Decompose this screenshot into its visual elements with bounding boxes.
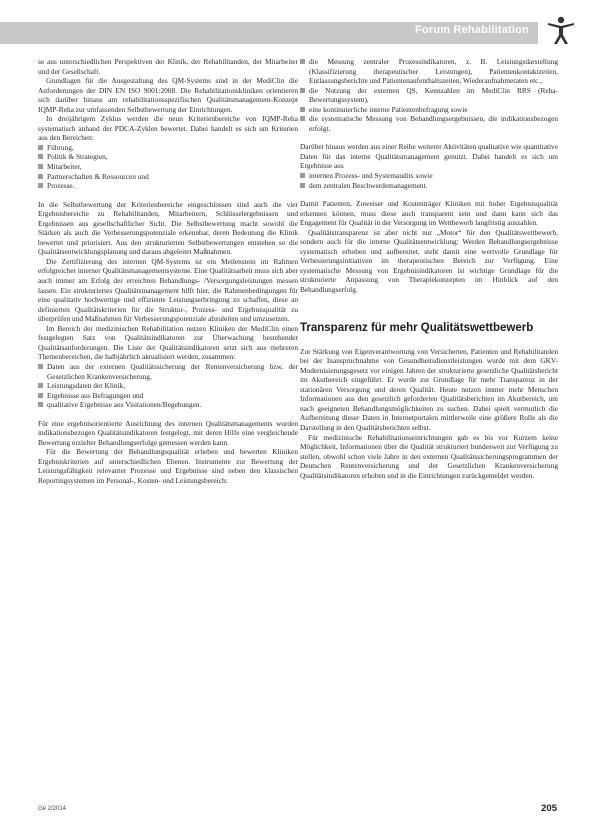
list-item: Daten aus der externen Qualitätssicherung der Rentenversicherung bzw. der Gesetzlichen Krankenversicherung, [38,362,298,381]
bullet-list [38,362,298,410]
list-item: Partnerschaften & Ressourcen und [38,172,298,182]
bullet-list [38,143,298,191]
paragraph: Die Zertifizierung des internen QM-Systems ist ein Meilenstein im Rahmen erfolgreicher interner Qualitätsmanagementsysteme. Eine Qualitätsarbeit muss sich aber auch immer am Erfolg der erreichten Behandlungs- /Versorgungsleistungen messen lassen. Ein strukturiertes Qualitätsmanagement hilft hier, die Rahmenbedingungen für eine qualitativ hochwertige und effiziente Leistungserbringung zu schaffen, diese an definierten Qualitätskriterien für die Struktur-, Prozess- und Ergebnisqualität zu überprüfen und Maßnahmen für Verbesserungspotenziale abzuleiten und umzusetzen. [38,256,298,324]
list-item: internen Prozess- und Systemaudits sowie [300,171,558,181]
left-column [38,57,298,486]
bullet-list [300,57,558,133]
page-header [0,0,591,42]
paragraph: Grundlagen für die Ausgestaltung des QM-Systems sind in der MediClin die Anforderungen der DIN EN ISO 9001:2008. Die Rehabilitationskliniken orientieren sich darüber hinaus am rehabilitationsspezifischen Qualitätsmanagement-Konzept IQMP-Reha zur umfassenden Selbstbewertung der Einrichtungen. [38,76,298,114]
page-number: 205 [541,803,557,814]
paragraph: In die Selbstbewertung der Kriterienbereiche eingeschlossen sind auch die vier Ergebnisbereiche zu Rehabilitanden, Mitarbeitern, Schlüsselergebnissen und Ergebnissen aus gesellschaftlicher Sicht. Die Selbstbewertung macht sowohl die Stärken als auch die Verbesserungspotenziale erkennbar, deren Bedeutung die Klinik bewertet und priorisiert. Aus den strukturierten Selbstbewertungen entstehen so die Qualitätsentwicklungsplanung und daraus abgeleitet Maßnahmen. [38,199,298,257]
list-item: die Messung zentraler Prozessindikatoren, z. B. Leistungsdarstellung (Klassifizierung therapeutischer Leistungen), Patientenkontaktzeiten, Entlassungsberichte und Patientenaufenthaltszeiten, Wiederaufnahmeraten etc., [300,57,558,86]
list-item: Mitarbeiter, [38,162,298,172]
paragraph: Für die Bewertung der Behandlungsqualität erheben und bewerten Kliniken Ergebniskriterien auf unterschiedlichen Ebenen. Instrumente zur Bewertung der Leistungsfähigkeit relevanter Prozesse und Ergebnisse sind neben den klassischen Reportingsystemen im Personal-, Kosten- und Leistungsbereich: [38,447,298,485]
paragraph: Qualitätstransparenz ist aber nicht nur „Motor“ für den Qualitätswettbewerb, sondern auch für die interne Qualitätsentwicklung: Werden Behandlungsergebnisse systematisch erhoben und aufbereitet, steht damit eine wertvolle Grundlage für Verbesserungsinitiativen im therapeutischen Bereich zur Verfügung. Eine systematische Messung von Ergebnisindikatoren ist wichtige Grundlage für die strukturierte Anpassung von Therapiekonzepten im Hinblick auf den Behandlungserfolg. [300,227,558,295]
list-item: Politik & Strategien, [38,152,298,162]
list-item: eine kontinuierliche interne Patientenbefragung sowie [300,105,558,115]
paragraph: Im Bereich der medizinischen Rehabilitation nutzen Kliniken der MediClin einen festgelegten Satz von Qualitätsindikatoren zur Überwachung bestehender Qualitätsanforderungen. Die Liste der Qualitätsindikatoren setzt sich aus mehreren Themenbereichen, die halbjährlich aktualisiert werden, zusammen: [38,323,298,362]
paragraph: In dreijährigem Zyklus werden die neun Kriterienbereiche von IQMP-Reha systematisch anhand der PDCA-Zyklen bewertet. Dabei handelt es sich um Kriterien aus den Bereichen: [38,114,298,143]
list-item: Ergebnisse aus Befragungen und [38,391,298,401]
list-item: die systematische Messung von Behandlungsergebnissen, die indikationsbezogen erfolgt. [300,114,558,133]
paragraph: Für eine ergebnisorientierte Ausrichtung des internen Qualitätsmanagements wurden indikationsbezogen Qualitätsindikatoren festgelegt, mit deren Hilfe eine vergleichende Bewertung erzielter Behandlungserfolge gemessen werden kann. [38,418,298,447]
list-item: Leistungsdaten der Klinik, [38,381,298,391]
issue-label: Ge 2/2014 [38,806,67,812]
list-item: die Nutzung der externen QS, Kennzahlen im MediClin RRS (Reha-Bewertungssystem), [300,86,558,105]
section-title: Forum Rehabilitation [415,24,529,36]
list-item: dem zentralen Beschwerdemanagement. [300,181,558,191]
paragraph: se aus unterschiedlichen Perspektiven der Klinik, der Rehabilitanden, der Mitarbeiter und der Gesellschaft. [38,57,298,76]
person-figure-icon [546,16,576,46]
paragraph: Zur Stärkung von Eigenverantwortung von Versicherten, Patienten und Rehabilitanden bei der Inanspruchnahme von Gesundheitsdienstleistungen wurde mit dem GKV-Modernisierungsgesetz vor einigen Jahren der strukturierte gesetzliche Qualitätsbericht im Akutbereich eingeführt. Er wurde zur Grundlage für mehr Transparenz in der stationären Versorgung und deren Qualität. Heute nutzen immer mehr Menschen Informationen aus den gesetzlich geforderten Qualitätsberichten im Akutbereich, um nach geeigneten Behandlungsmöglichkeiten zu suchen. Dabei spielt vermutlich die Aufbereitung dieser Daten in Internetportalen mittlerweile eine größere Rolle als die Darstellung in den Qualitätsberichten selbst. [300,346,558,432]
paragraph: Damit Patienten, Zuweiser und Kostenträger Kliniken mit hoher Ergebnisqualität erkennen können, muss diese auch transparent sein und dann kann sich das Engagement für Qualität in der Versorgung im Wettbewerb langfristig auszahlen. [300,199,558,228]
paragraph: Für medizinische Rehabilitationseinrichtungen gab es bis vor Kurzem keine Möglichkeit, Informationen über die Qualität strukturiert bundesweit zur Verfügung zu stellen, obwohl schon viele Jahre in den externen Qualitätssicherungsprogrammen der Deutschen Rentenversicherung und der Gesetzlichen Krankenversicherung Qualitätsindikatoren erhoben und in die Einrichtungen zurückgemeldet werden. [300,432,558,480]
right-column [300,57,558,480]
list-item: Führung, [38,143,298,153]
paragraph: Darüber hinaus werden aus einer Reihe weiterer Aktivitäten qualitative wie quantitative Daten für das interne Qualitätsmanagement genutzt. Dabei handelt es sich um Ergebnisse aus [300,142,558,171]
section-heading: Transparenz für mehr Qualitätswettbewerb [300,321,534,334]
list-item: Prozesse. [38,181,298,191]
bullet-list [300,171,558,190]
list-item: qualitative Ergebnisse aus Visitationen/Begehungen. [38,400,298,410]
